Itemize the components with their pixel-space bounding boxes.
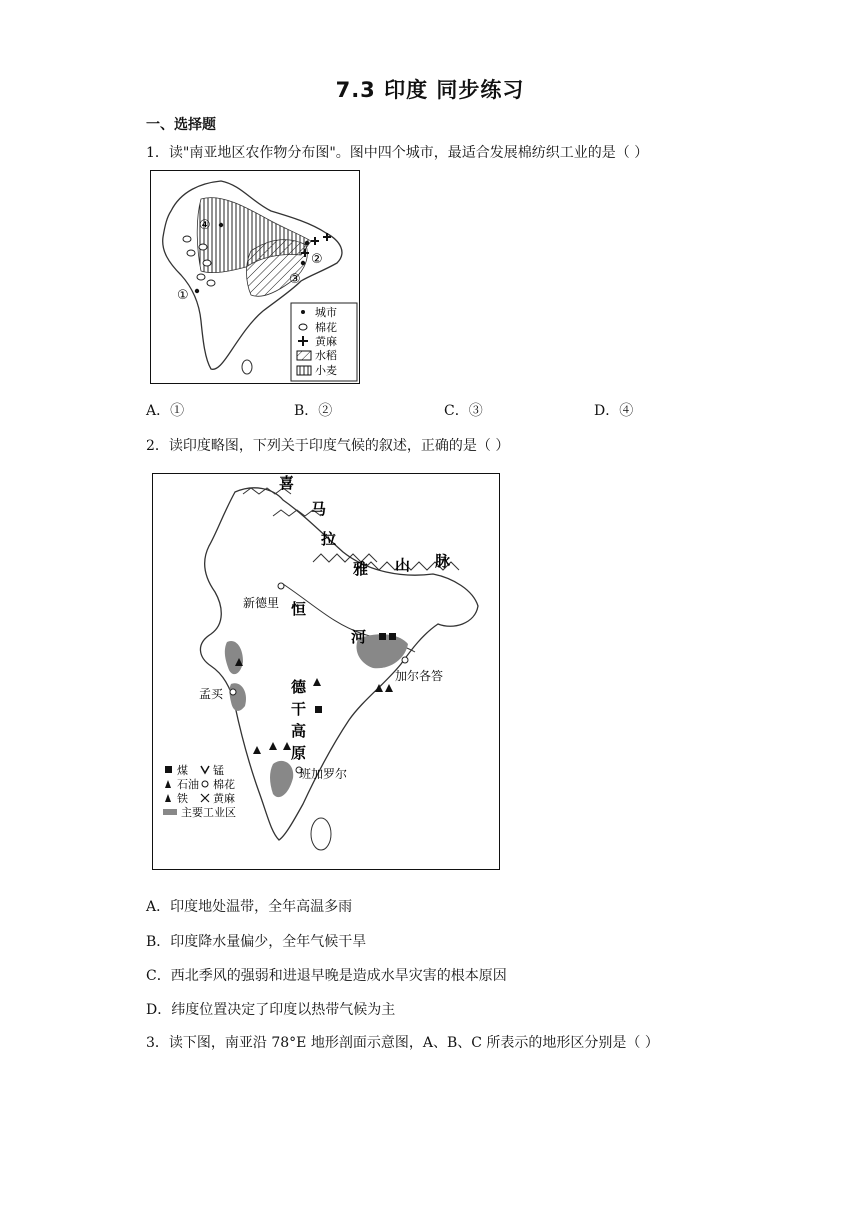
plateau-char-4: 原 (291, 744, 307, 762)
mountain-char-3: 拉 (321, 530, 337, 548)
q1-option-a[interactable]: A．① (146, 403, 185, 419)
q2-india-map (152, 473, 500, 870)
q1-legend (291, 303, 357, 381)
city-symbols-map2 (230, 583, 408, 773)
marker-4: ④ (199, 218, 211, 233)
q1-option-d[interactable]: D．④ (594, 403, 634, 419)
city-mumbai: 孟买 (199, 687, 224, 701)
legend-wheat: 小麦 (315, 364, 337, 377)
marker-1: ① (177, 288, 189, 303)
legend-oil: 石油 (177, 778, 199, 791)
marker-3: ③ (289, 272, 301, 287)
legend-city: 城市 (315, 306, 337, 319)
question-2-stem: 2．读印度略图，下列关于印度气候的叙述，正确的是（ ） (146, 438, 510, 454)
legend-industrial: 主要工业区 (181, 806, 236, 819)
q2-option-d[interactable]: D．纬度位置决定了印度以热带气候为主 (146, 1002, 396, 1018)
q2-option-a[interactable]: A．印度地处温带，全年高温多雨 (146, 899, 353, 915)
question-3-stem: 3．读下图，南亚沿 78°E 地形剖面示意图，A、B、C 所表示的地形区分别是（ ） (146, 1035, 659, 1051)
sri-lanka-outline-2 (311, 818, 331, 850)
rice-area (247, 240, 308, 297)
plateau-char-2: 干 (291, 700, 307, 718)
sri-lanka-outline (242, 360, 252, 374)
q2-option-b[interactable]: B．印度降水量偏少，全年气候干旱 (146, 934, 367, 950)
legend-cotton-2: 棉花 (213, 778, 235, 791)
city-new-delhi: 新德里 (243, 596, 280, 610)
q2-option-c[interactable]: C．西北季风的强弱和进退早晚是造成水旱灾害的根本原因 (146, 968, 507, 984)
legend-cotton: 棉花 (315, 321, 337, 334)
legend-rice: 水稻 (315, 349, 337, 362)
q1-option-b[interactable]: B．② (294, 403, 333, 419)
page-title: 7.3 印度 同步练习 (335, 78, 525, 102)
mountain-char-5: 山 (395, 556, 411, 574)
mountain-char-2: 马 (311, 500, 327, 518)
legend-manganese: 锰 (213, 764, 224, 777)
plateau-char-1: 德 (291, 678, 307, 696)
legend-coal: 煤 (177, 764, 188, 777)
plateau-char-3: 高 (291, 722, 307, 740)
question-1-stem: 1．读"南亚地区农作物分布图"。图中四个城市，最适合发展棉纺织工业的是（ ） (146, 145, 649, 161)
legend-iron: 铁 (177, 792, 188, 805)
city-kolkata: 加尔各答 (395, 669, 444, 683)
q1-options (146, 400, 746, 420)
mountain-char-6: 脉 (435, 552, 451, 570)
marker-2: ② (311, 252, 323, 267)
river-char-2: 河 (351, 628, 367, 646)
q1-crop-map (150, 170, 360, 384)
legend-jute-2: 黄麻 (213, 792, 235, 805)
section-heading: 一、选择题 (146, 117, 216, 133)
mountain-char-1: 喜 (279, 474, 295, 492)
legend-jute: 黄麻 (315, 335, 337, 348)
q1-option-c[interactable]: C．③ (444, 403, 483, 419)
mountain-char-4: 雅 (353, 560, 369, 578)
river-char-1: 恒 (291, 600, 307, 618)
q2-legend (163, 763, 236, 819)
city-bangalore: 班加罗尔 (299, 767, 348, 781)
